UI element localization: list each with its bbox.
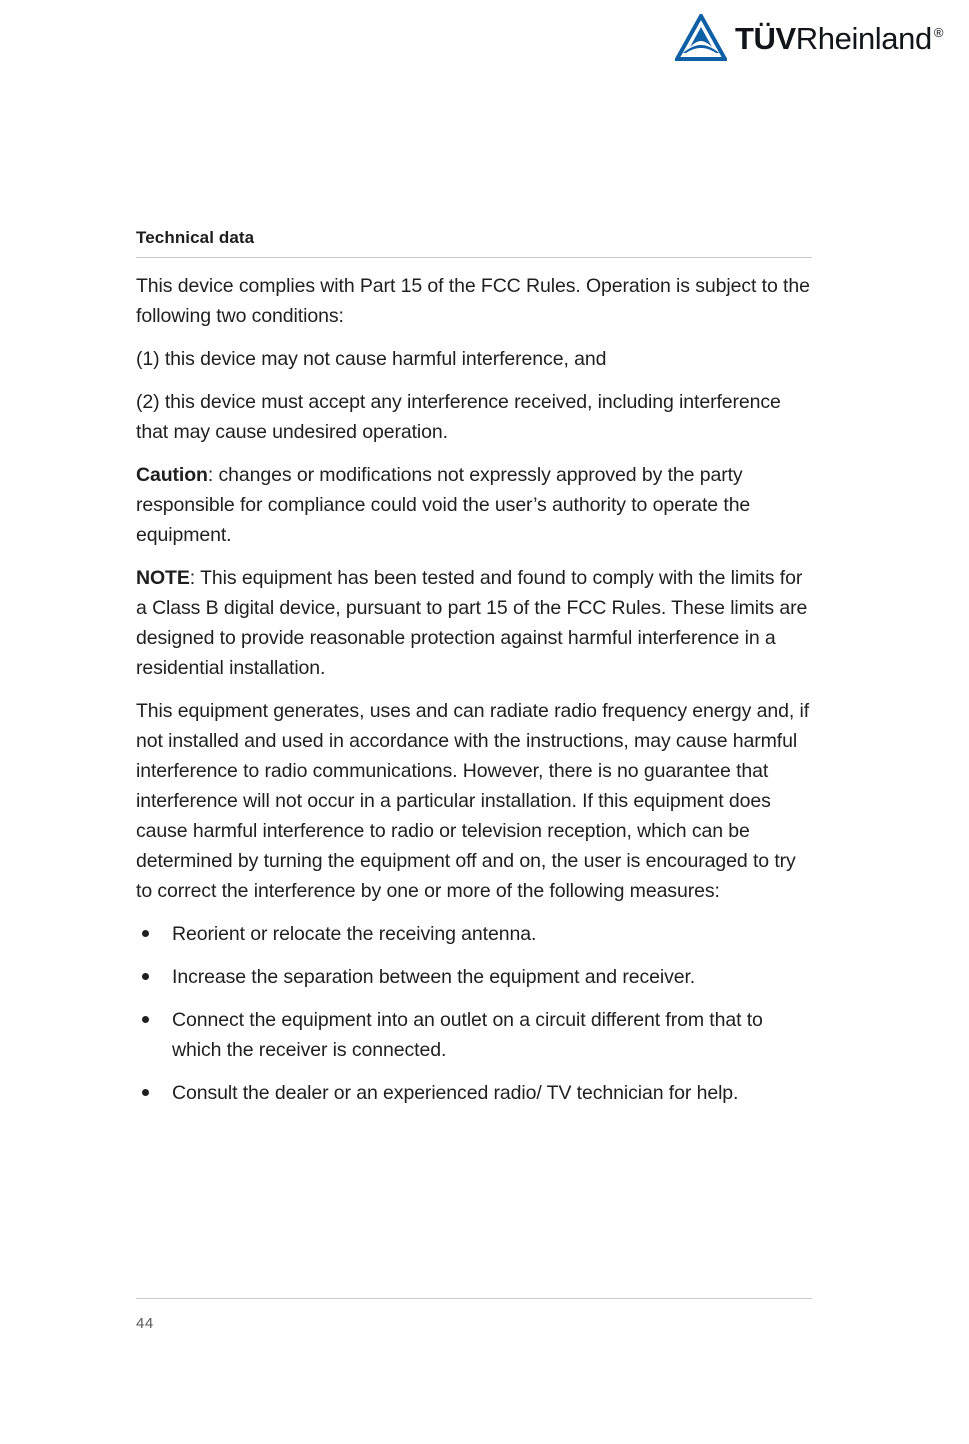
- bullet-dot-icon: [142, 1089, 149, 1096]
- tuv-rheinland-wordmark: [734, 20, 943, 56]
- paragraph: [136, 271, 812, 331]
- paragraph: [136, 344, 812, 374]
- registered-trademark-symbol: ®: [933, 25, 943, 41]
- bullet-dot-icon: [142, 973, 149, 980]
- caution-paragraph: [136, 460, 812, 550]
- logo-name-bold: TÜV: [734, 20, 796, 56]
- page-footer: [136, 1298, 812, 1332]
- logo-name-light: Rheinland: [795, 20, 932, 56]
- list-item-text: Connect the equipment into an outlet on a circuit different from that to which the receiver is connected.: [172, 1009, 763, 1061]
- list-item: [136, 1005, 812, 1065]
- paragraph-text: This equipment generates, uses and can radiate radio frequency energy and, if not installed and used in accordance with the instructions, may cause harmful interference to radio communications. However, there is no guarantee that interference will not occur in a particular installation. If this equipment does cause harmful interference to radio or television reception, which can be determined by turning the equipment off and on, the user is encouraged to try to correct the interference by one or more of the following measures:: [136, 700, 810, 902]
- paragraph: [136, 387, 812, 447]
- caution-text: : changes or modifications not expressly approved by the party responsible for compliance could void the user’s authority to operate the equipment.: [136, 464, 751, 546]
- caution-label: Caution: [136, 464, 208, 486]
- bullet-dot-icon: [142, 930, 149, 937]
- list-item-text: Reorient or relocate the receiving antenna.: [172, 923, 537, 945]
- paragraph: [136, 696, 812, 906]
- measures-list: [136, 919, 812, 1108]
- bullet-dot-icon: [142, 1016, 149, 1023]
- paragraph-text: (2) this device must accept any interference received, including interference that may cause undesired operation.: [136, 391, 781, 443]
- paragraph-text: This device complies with Part 15 of the FCC Rules. Operation is subject to the following two conditions:: [136, 275, 810, 327]
- list-item-text: Consult the dealer or an experienced radio/ TV technician for help.: [172, 1082, 739, 1104]
- page-number: 44: [136, 1315, 154, 1332]
- list-item: [136, 919, 812, 949]
- section-title: Technical data: [136, 228, 255, 247]
- note-label: NOTE: [136, 567, 190, 589]
- note-text: : This equipment has been tested and found to comply with the limits for a Class B digital device, pursuant to part 15 of the FCC Rules. These limits are designed to provide reasonable protection against harmful interference in a residential installation.: [136, 567, 808, 679]
- footer-divider: [136, 1298, 812, 1299]
- list-item: [136, 962, 812, 992]
- content-area: [136, 258, 812, 1108]
- tuv-rheinland-logo: [675, 14, 943, 62]
- paragraph-text: (1) this device may not cause harmful interference, and: [136, 348, 607, 370]
- note-paragraph: [136, 563, 812, 683]
- document-body: [136, 228, 812, 1121]
- tuv-rheinland-triangle-icon: [675, 14, 727, 62]
- list-item-text: Increase the separation between the equipment and receiver.: [172, 966, 696, 988]
- list-item: [136, 1078, 812, 1108]
